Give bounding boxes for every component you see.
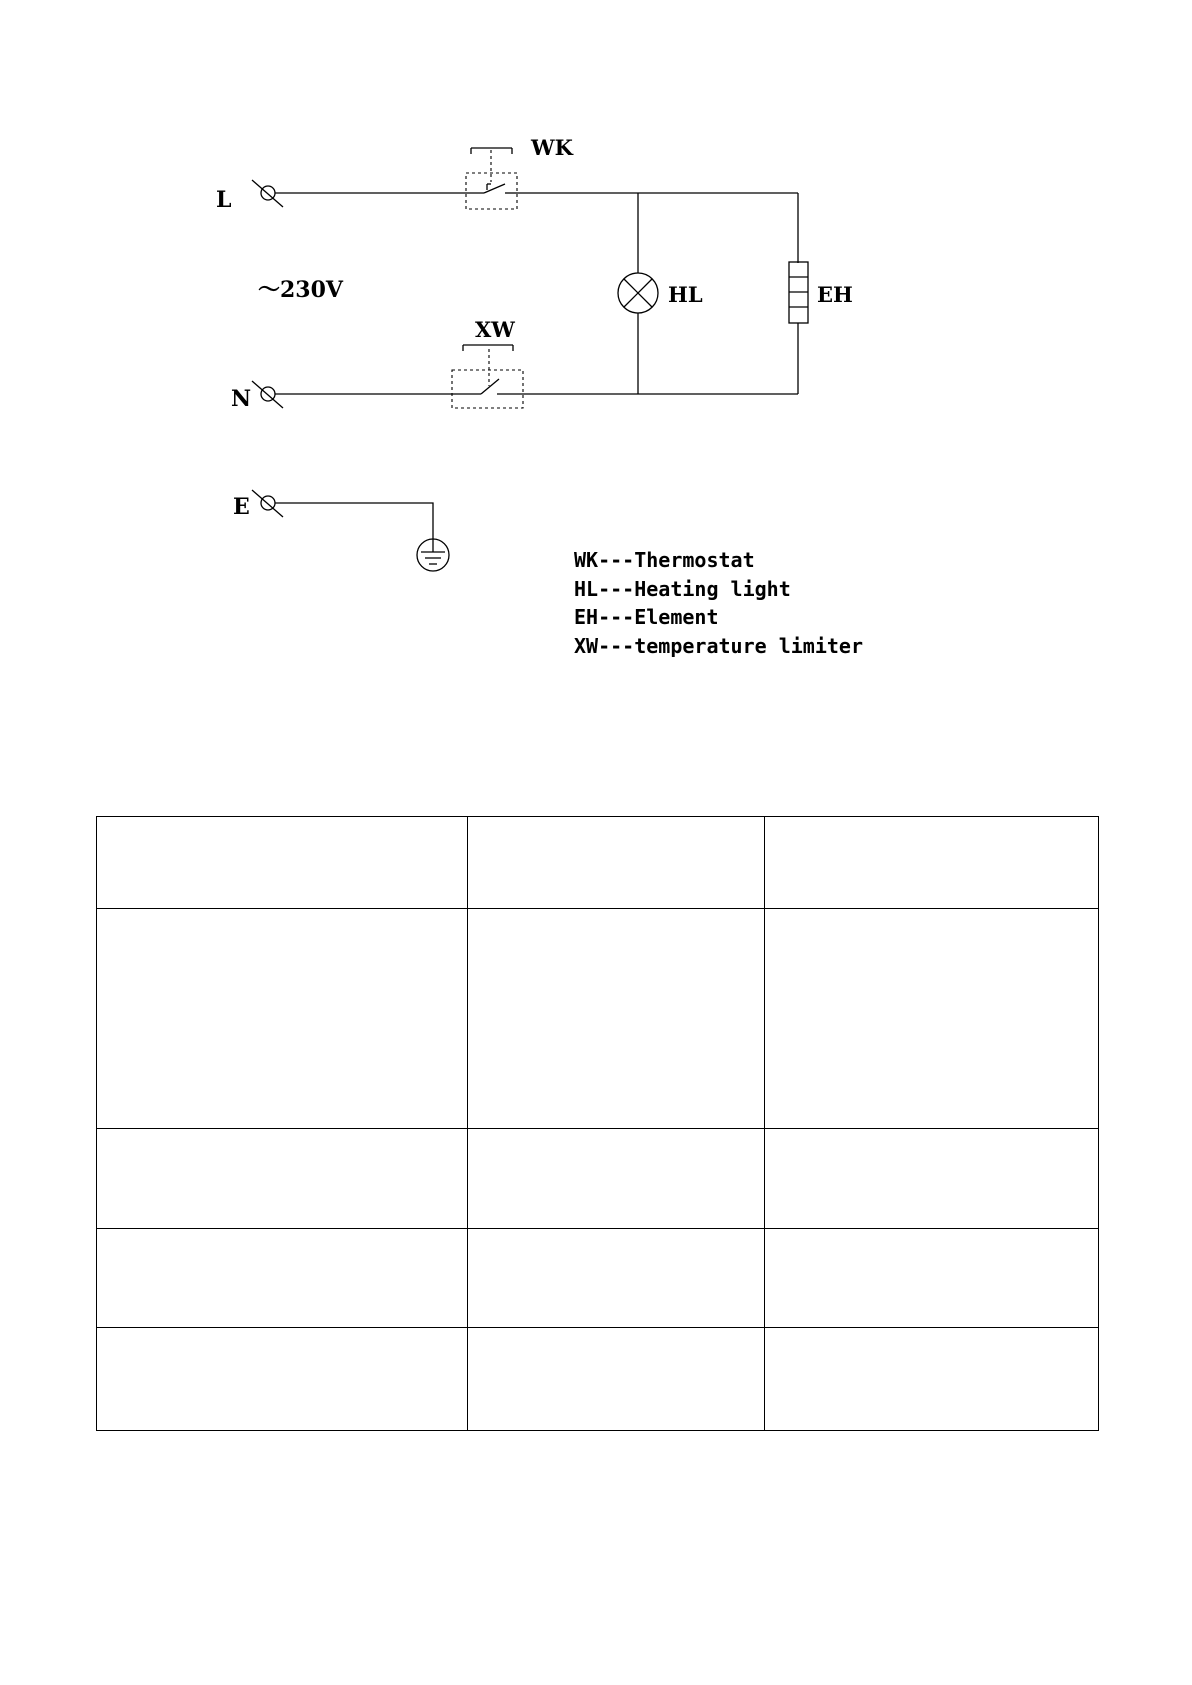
table-row bbox=[97, 1328, 1099, 1431]
table-cell bbox=[765, 909, 1099, 1129]
spec-table bbox=[96, 816, 1099, 1431]
table-row bbox=[97, 817, 1099, 909]
table-cell bbox=[468, 1229, 765, 1328]
table-cell bbox=[97, 1229, 468, 1328]
table-cell bbox=[97, 1328, 468, 1431]
table-cell bbox=[468, 1328, 765, 1431]
table-cell bbox=[97, 909, 468, 1129]
heating-element-label: EH bbox=[817, 282, 853, 307]
table-cell bbox=[97, 817, 468, 909]
legend-item-thermostat: WK---Thermostat bbox=[574, 548, 755, 572]
table-cell bbox=[468, 817, 765, 909]
earth-ground-icon bbox=[417, 538, 449, 571]
thermostat-symbol bbox=[466, 148, 517, 209]
temperature-limiter-symbol bbox=[452, 345, 523, 408]
table-cell bbox=[765, 1229, 1099, 1328]
wiring-diagram bbox=[0, 0, 1192, 720]
thermostat-label: WK bbox=[531, 135, 573, 160]
table-row bbox=[97, 1129, 1099, 1229]
table-cell bbox=[468, 909, 765, 1129]
heating-light-symbol bbox=[618, 273, 658, 313]
terminal-label-live: L bbox=[216, 187, 232, 213]
terminal-label-neutral: N bbox=[231, 386, 252, 412]
terminal-label-earth: E bbox=[233, 494, 250, 520]
table-cell bbox=[765, 1328, 1099, 1431]
legend-item-limiter: XW---temperature limiter bbox=[574, 634, 863, 658]
supply-voltage-label: ～230V bbox=[258, 277, 343, 303]
heating-light-label: HL bbox=[668, 282, 703, 307]
table-row bbox=[97, 1229, 1099, 1328]
table-cell bbox=[468, 1129, 765, 1229]
table-cell bbox=[97, 1129, 468, 1229]
temperature-limiter-label: XW bbox=[475, 317, 515, 342]
earth-wire bbox=[275, 503, 433, 538]
heating-element-symbol bbox=[789, 262, 808, 323]
table-row bbox=[97, 909, 1099, 1129]
table-cell bbox=[765, 817, 1099, 909]
legend-item-heating-light: HL---Heating light bbox=[574, 577, 791, 601]
table-cell bbox=[765, 1129, 1099, 1229]
legend-item-element: EH---Element bbox=[574, 605, 719, 629]
